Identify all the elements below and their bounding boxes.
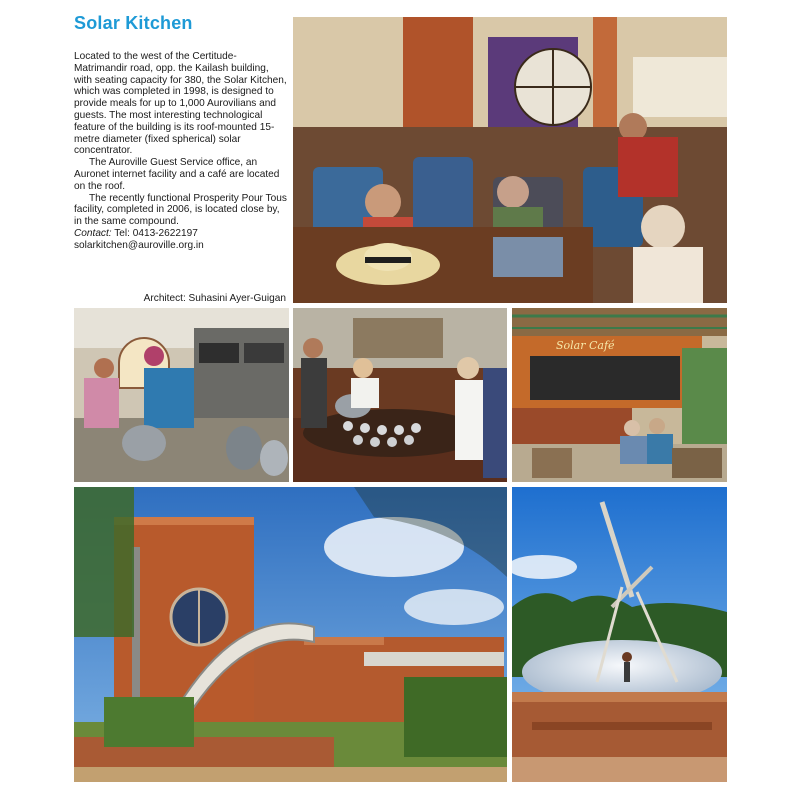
page-title: Solar Kitchen xyxy=(74,13,193,33)
contact-phone: Tel: 0413-2622197 xyxy=(111,227,198,239)
contact-line xyxy=(74,228,288,240)
architect-credit: Architect: Suhasini Ayer-Guigan xyxy=(143,293,286,304)
solar-cafe-illustration xyxy=(512,308,727,482)
photo-serving-line xyxy=(293,308,507,482)
photo-dining-hall xyxy=(293,17,727,303)
kitchen-cooks-illustration xyxy=(74,308,289,482)
photo-solar-cafe xyxy=(512,308,727,482)
contact-email: solarkitchen@auroville.org.in xyxy=(74,239,204,251)
article-body xyxy=(74,51,288,252)
dining-hall-illustration xyxy=(293,17,727,303)
cafe-sign: Solar Café xyxy=(556,339,615,352)
paragraph-guest-service: The Auroville Guest Service office, an Auronet internet facility and a café are located on the roof. xyxy=(74,157,280,192)
paragraph-intro: Located to the west of the Certitude-Matrimandir road, opp. the Kailash building, with seating capacity for 380, the Solar Kitchen, which was completed in 1998, is designed to provide meals for up to 1,000 Aurovilians and guests. The most interesting technological feature of the building is its roof-mounted 15-metre diameter (fixed spherical) solar concentrator. xyxy=(74,51,287,157)
building-exterior-illustration xyxy=(74,487,507,782)
paragraph-prosperity: The recently functional Prosperity Pour Tous facility, completed in 2006, is located close by, in the same compound. xyxy=(74,192,287,228)
photo-kitchen-cooks xyxy=(74,308,289,482)
photo-solar-concentrator xyxy=(512,487,727,782)
solar-concentrator-illustration xyxy=(512,487,727,782)
contact-label: Contact: xyxy=(74,227,112,239)
serving-line-illustration xyxy=(293,308,507,482)
photo-building-exterior xyxy=(74,487,507,782)
